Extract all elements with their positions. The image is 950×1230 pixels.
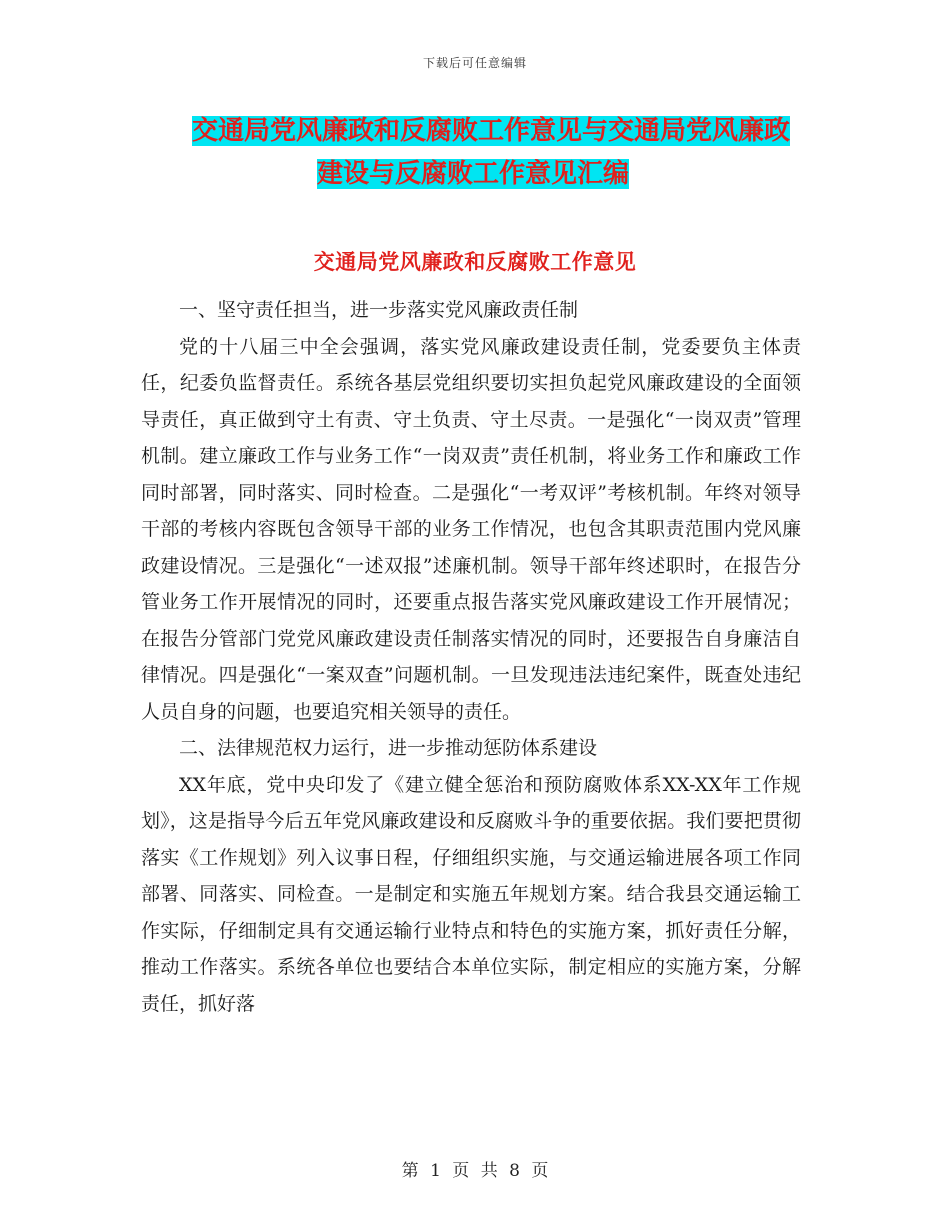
- section-title: 交通局党风廉政和反腐败工作意见: [313, 249, 637, 274]
- document-title: [140, 110, 810, 196]
- paragraph-two: XX年底，党中央印发了《建立健全惩治和预防腐败体系XX-XX年工作规划》，这是指导今后五年党风廉政建设和反腐败斗争的重要依据。我们要把贯彻落实《工作规划》列入议事日程，仔细组织实施，与交通运输进展各项工作同部署、同落实、同检查。一是制定和实施五年规划方案。结合我县交通运输工作实际，仔细制定具有交通运输行业特点和特色的实施方案，抓好责任分解，推动工作落实。系统各单位也要结合本单位实际，制定相应的实施方案，分解责任，抓好落: [141, 773, 801, 1015]
- heading-two: 二、法律规范权力运行，进一步推动惩防体系建设: [179, 737, 598, 759]
- title-line-1-text: 交通局党风廉政和反腐败工作意见与交通局党风廉政: [192, 116, 791, 146]
- document-title-line-1: [140, 110, 810, 153]
- document-body: [141, 292, 801, 1022]
- document-title-line-2: [140, 153, 810, 196]
- page-number-footer: 第 1 页 共 8 页: [401, 1161, 549, 1181]
- title-line-2-text: 建设与反腐败工作意见汇编: [317, 159, 630, 189]
- page-header-note: 下载后可任意编辑: [422, 56, 527, 70]
- paragraph-one: 党的十八届三中全会强调，落实党风廉政建设责任制，党委要负主体责任，纪委负监督责任。系统各基层党组织要切实担负起党风廉政建设的全面领导责任，真正做到守土有责、守土负责、守土尽责。一是强化“一岗双责”管理机制。建立廉政工作与业务工作“一岗双责”责任机制，将业务工作和廉政工作同时部署，同时落实、同时检查。二是强化“一考双评”考核机制。年终对领导干部的考核内容既包含领导干部的业务工作情况，也包含其职责范围内党风廉政建设情况。三是强化“一述双报”述廉机制。领导干部年终述职时，在报告分管业务工作开展情况的同时，还要重点报告落实党风廉政建设工作开展情况；在报告分管部门党党风廉政建设责任制落实情况的同时，还要报告自身廉洁自律情况。四是强化“一案双查”问题机制。一旦发现违法违纪案件，既查处违纪人员自身的问题，也要追究相关领导的责任。: [141, 335, 801, 723]
- heading-one: 一、坚守责任担当，进一步落实党风廉政责任制: [179, 299, 579, 321]
